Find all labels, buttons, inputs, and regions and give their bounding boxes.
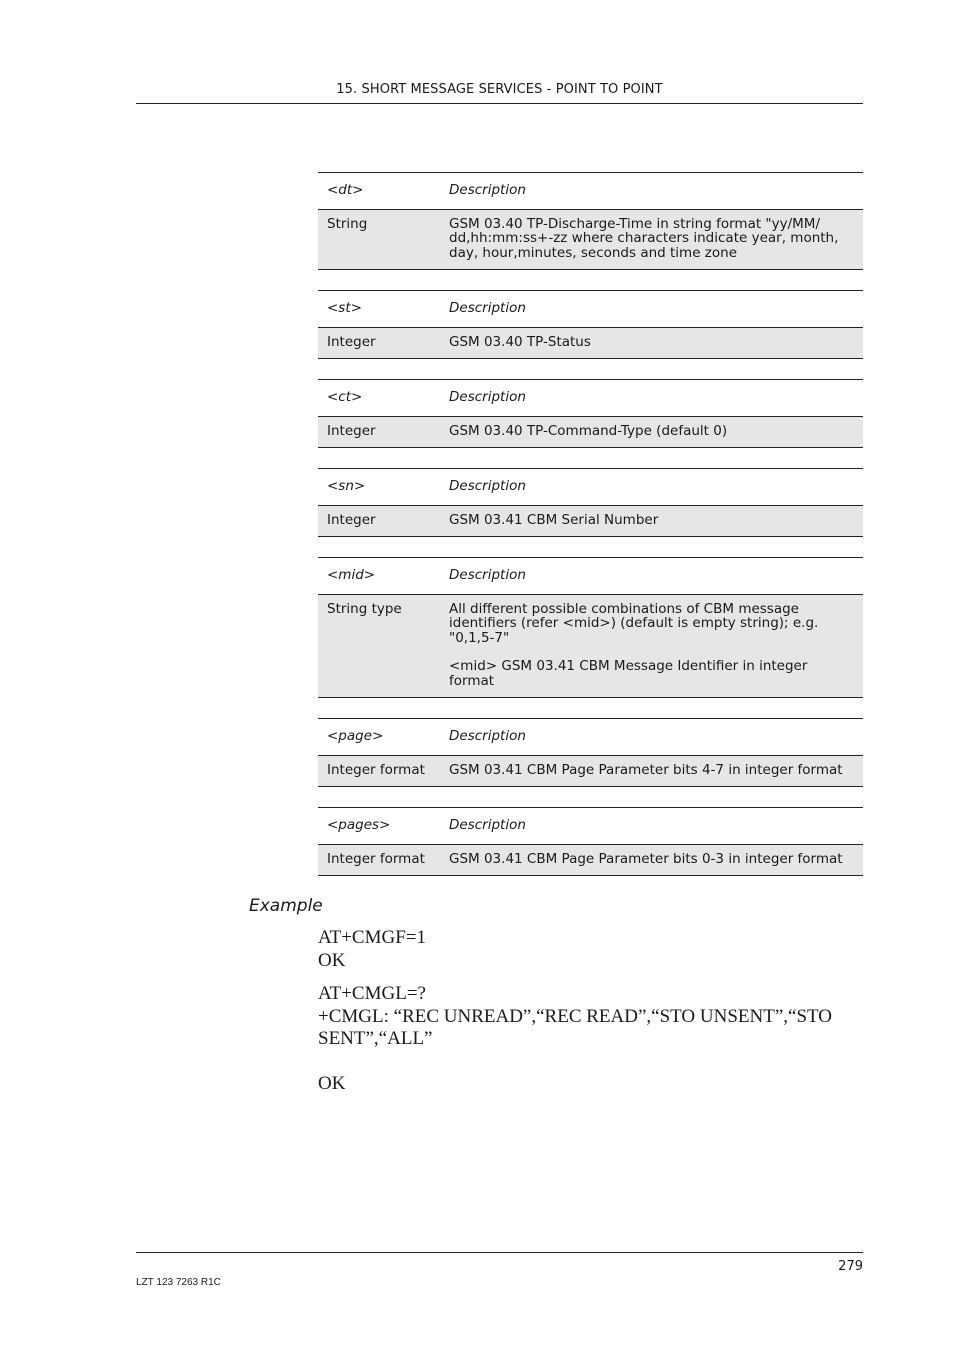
param-description — [440, 209, 863, 270]
footer-rule — [136, 1252, 863, 1253]
description-paragraph: GSM 03.40 TP-Discharge-Time in string format "yy/MM/ dd,hh:mm:ss+-zz where characters indicate year, month, day, hour,minutes, seconds and time zone — [449, 215, 839, 261]
table-header-row — [318, 173, 863, 210]
description-paragraph: GSM 03.40 TP-Command-Type (default 0) — [449, 422, 728, 439]
table-header-row — [318, 558, 863, 595]
table-header-row — [318, 380, 863, 417]
param-table-pages — [318, 807, 863, 876]
table-row — [318, 505, 863, 537]
table-row — [318, 594, 863, 698]
param-type: Integer — [318, 416, 440, 448]
description-paragraph: GSM 03.41 CBM Serial Number — [449, 511, 659, 528]
table-header-row — [318, 291, 863, 328]
table-row — [318, 755, 863, 787]
table-row — [318, 327, 863, 359]
param-type: Integer — [318, 327, 440, 359]
example-heading: Example — [249, 896, 323, 916]
param-name: <ct> — [318, 380, 440, 417]
header-rule — [136, 103, 863, 104]
param-name: <page> — [318, 719, 440, 756]
param-description — [440, 594, 863, 698]
description-paragraph: <mid> GSM 03.41 CBM Message Identifier in integer format — [449, 658, 808, 689]
param-description — [440, 416, 863, 448]
page-number: 279 — [838, 1259, 863, 1274]
table-row — [318, 209, 863, 270]
description-header: Description — [440, 291, 863, 328]
param-description — [440, 505, 863, 537]
description-header: Description — [440, 173, 863, 210]
table-row — [318, 844, 863, 876]
param-type: String type — [318, 594, 440, 698]
param-table-ct — [318, 379, 863, 448]
code-line: +CMGL: “REC UNREAD”,“REC READ”,“STO UNSENT”,“STO SENT”,“ALL” — [318, 1005, 833, 1049]
param-name: <pages> — [318, 808, 440, 845]
example-block-2 — [318, 983, 863, 1051]
param-table-sn — [318, 468, 863, 537]
code-line: AT+CMGF=1 — [318, 927, 427, 948]
parameter-tables — [318, 172, 863, 896]
param-description — [440, 755, 863, 787]
example-block-3 — [318, 1073, 863, 1096]
table-header-row — [318, 808, 863, 845]
description-header: Description — [440, 719, 863, 756]
description-paragraph: GSM 03.41 CBM Page Parameter bits 4-7 in integer format — [449, 761, 843, 778]
param-name: <dt> — [318, 173, 440, 210]
param-name: <mid> — [318, 558, 440, 595]
param-description — [440, 327, 863, 359]
document-id: LZT 123 7263 R1C — [136, 1277, 221, 1288]
description-header: Description — [440, 380, 863, 417]
table-header-row — [318, 469, 863, 506]
code-line: OK — [318, 1073, 346, 1094]
param-table-dt — [318, 172, 863, 270]
code-line: AT+CMGL=? — [318, 983, 426, 1004]
param-name: <sn> — [318, 469, 440, 506]
param-description — [440, 844, 863, 876]
description-paragraph: GSM 03.40 TP-Status — [449, 333, 591, 350]
param-name: <st> — [318, 291, 440, 328]
table-row — [318, 416, 863, 448]
param-type: Integer — [318, 505, 440, 537]
param-type: String — [318, 209, 440, 270]
param-table-page — [318, 718, 863, 787]
code-line: OK — [318, 949, 346, 971]
description-header: Description — [440, 808, 863, 845]
param-table-mid — [318, 557, 863, 698]
param-type: Integer format — [318, 755, 440, 787]
description-header: Description — [440, 469, 863, 506]
param-type: Integer format — [318, 844, 440, 876]
description-paragraph: GSM 03.41 CBM Page Parameter bits 0-3 in integer format — [449, 850, 843, 867]
description-paragraph: All different possible combinations of CBM message identifiers (refer <mid>) (default is empty string); e.g. "0,1,5-7" — [449, 600, 819, 646]
table-header-row — [318, 719, 863, 756]
description-header: Description — [440, 558, 863, 595]
running-header: 15. SHORT MESSAGE SERVICES - POINT TO POINT — [336, 82, 663, 97]
example-block-1 — [318, 927, 863, 972]
param-table-st — [318, 290, 863, 359]
